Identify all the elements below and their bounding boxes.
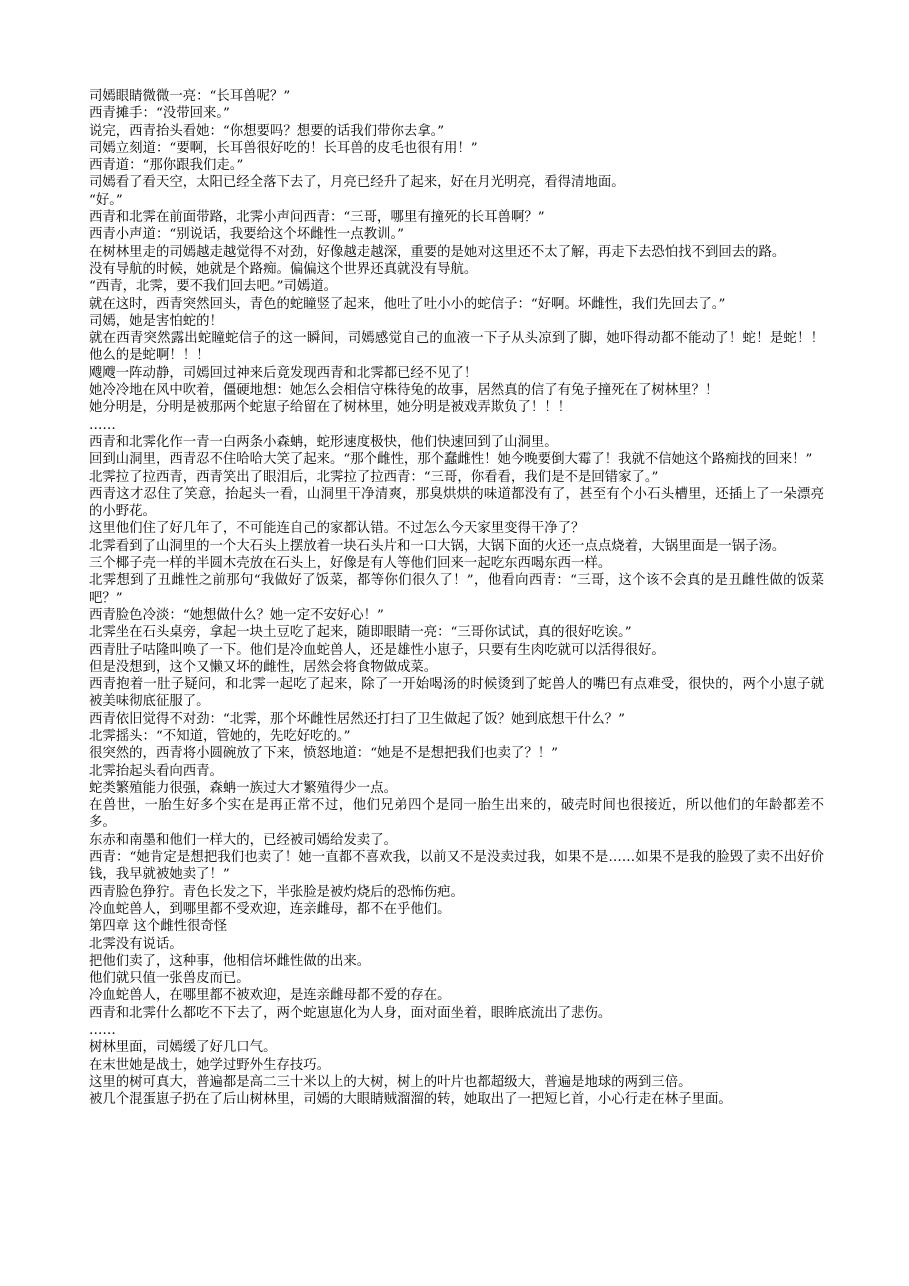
- paragraph: 东赤和南墨和他们一样大的，已经被司嫣给发卖了。: [89, 832, 397, 848]
- paragraph: 在兽世，一胎生好多个实在是再正常不过，他们兄弟四个是同一胎生出来的，破壳时间也很接近，所以他们的年龄都差不多。: [89, 798, 824, 831]
- paragraph: 冷血蛇兽人，到哪里都不受欢迎，连亲雌母，都不在乎他们。: [89, 901, 451, 917]
- ellipsis-separator: ……: [89, 1023, 116, 1039]
- paragraph: 就在西青突然露出蛇瞳蛇信子的这一瞬间，司嫣感觉自己的血液一下子从头凉到了脚，她吓得动都不能动了！蛇！是蛇！！他么的是蛇啊！！！: [89, 331, 824, 364]
- paragraph: 西青和北霁在前面带路，北霁小声问西青：“三哥，哪里有撞死的长耳兽啊？”: [89, 210, 545, 226]
- paragraph: 很突然的，西青将小圆碗放了下来，愤怒地道：“她是不是想把我们也卖了？！”: [89, 746, 558, 762]
- paragraph: 西青脸色狰狞。青色长发之下，半张脸是被灼烧后的恐怖伤疤。: [89, 884, 464, 900]
- document-page: [89, 88, 824, 1109]
- paragraph: 西青：“她肯定是想把我们也卖了！她一直都不喜欢我，以前又不是没卖过我，如果不是……如果不是我的脸毁了卖不出好价钱，我早就被她卖了！”: [89, 850, 824, 883]
- paragraph: 这里他们住了好几年了，不可能连自己的家都认错。不过怎么今天家里变得干净了？: [89, 521, 585, 537]
- paragraph: 她分明是，分明是被那两个蛇崽子给留在了树林里，她分明是被戏弄欺负了！！！: [89, 400, 572, 416]
- paragraph: 回到山洞里，西青忍不住哈哈大笑了起来。“那个雌性，那个蠢雌性！她今晚要倒大霉了！我就不信她这个路痴找的回来！”: [89, 452, 813, 468]
- paragraph: 蛇类繁殖能力很强，森蚺一族过大才繁殖得少一点。: [89, 780, 397, 796]
- ellipsis-separator: ……: [89, 417, 116, 433]
- paragraph: 西青和北霁化作一青一白两条小森蚺，蛇形速度极快，他们快速回到了山洞里。: [89, 434, 558, 450]
- paragraph: 北霁坐在石头桌旁，拿起一块土豆吃了起来，随即眼睛一亮：“三哥你试试，真的很好吃诶。”: [89, 625, 632, 641]
- paragraph: 西青依旧觉得不对劲：“北霁，那个坏雌性居然还打扫了卫生做起了饭？她到底想干什么？”: [89, 711, 625, 727]
- paragraph: 他们就只值一张兽皮而已。: [89, 971, 250, 987]
- paragraph: 在树林里走的司嫣越走越觉得不对劲，好像越走越深，重要的是她对这里还不太了解，再走下去恐怕找不到回去的路。: [89, 244, 786, 260]
- paragraph: 在末世她是战士，她学过野外生存技巧。: [89, 1057, 331, 1073]
- paragraph: 树林里面，司嫣缓了好几口气。: [89, 1040, 277, 1056]
- paragraph: 冷血蛇兽人，在哪里都不被欢迎，是连亲雌母都不爱的存在。: [89, 988, 451, 1004]
- paragraph: 北霁没有说话。: [89, 936, 183, 952]
- paragraph: 没有导航的时候，她就是个路痴。偏偏这个世界还真就没有导航。: [89, 261, 478, 277]
- paragraph: 就在这时，西青突然回头，青色的蛇瞳竖了起来，他吐了吐小小的蛇信子：“好啊。坏雌性，我们先回去了。”: [89, 296, 726, 312]
- paragraph: 西青这才忍住了笑意，抬起头一看，山洞里干净清爽，那臭烘烘的味道都没有了，甚至有个小石头槽里，还插上了一朵漂亮的小野花。: [89, 486, 824, 520]
- paragraph: “西青，北霁，要不我们回去吧。”司嫣道。: [89, 279, 338, 295]
- paragraph: 北霁拉了拉西青，西青笑出了眼泪后，北霁拉了拉西青：“三哥，你看看，我们是不是回错家了。”: [89, 469, 659, 485]
- paragraph: 她冷冷地在风中吹着，僵硬地想：她怎么会相信守株待兔的故事，居然真的信了有兔子撞死在了树林里？！: [89, 383, 719, 399]
- paragraph: 北霁摇头：“不知道，管她的，先吃好吃的。”: [89, 728, 351, 744]
- paragraph: 司嫣看了看天空，太阳已经全落下去了，月亮已经升了起来，好在月光明亮，看得清地面。: [89, 175, 625, 191]
- paragraph: 西青肚子咕隆叫唤了一下。他们是冷血蛇兽人，还是雄性小崽子，只要有生肉吃就可以活得很好。: [89, 642, 665, 658]
- paragraph: 西青脸色冷淡：“她想做什么？她一定不安好心！”: [89, 607, 384, 623]
- paragraph: 司嫣立刻道：“要啊，长耳兽很好吃的！长耳兽的皮毛也很有用！”: [89, 140, 478, 156]
- chapter-heading: 第四章 这个雌性很奇怪: [89, 919, 228, 935]
- paragraph: 把他们卖了，这种事，他相信坏雌性做的出来。: [89, 953, 371, 969]
- paragraph: 说完，西青抬头看她：“你想要吗？想要的话我们带你去拿。”: [89, 123, 445, 139]
- paragraph: 北霁看到了山洞里的一个大石头上摆放着一块石头片和一口大锅，大锅下面的火还一点点烧着，大锅里面是一锅子汤。: [89, 538, 786, 554]
- paragraph: 西青摊手：“没带回来。”: [89, 106, 230, 122]
- paragraph: “好。”: [89, 192, 123, 208]
- paragraph: 但是没想到，这个又懒又坏的雌性，居然会将食物做成菜。: [89, 659, 438, 675]
- paragraph: 飕飕一阵动静，司嫣回过神来后竟发现西青和北霁都已经不见了！: [89, 365, 478, 381]
- paragraph: 北霁想到了丑雌性之前那句“我做好了饭菜，都等你们很久了！”，他看向西青：“三哥，这个该不会真的是丑雌性做的饭菜吧？”: [89, 573, 824, 606]
- paragraph: 西青道：“那你跟我们走。”: [89, 158, 244, 174]
- paragraph: 司嫣眼睛微微一亮：“长耳兽呢？”: [89, 89, 291, 104]
- paragraph: 西青小声道：“别说话，我要给这个坏雌性一点教训。”: [89, 227, 404, 243]
- paragraph: 这里的树可真大，普遍都是高二三十米以上的大树，树上的叶片也都超级大，普遍是地球的两到三倍。: [89, 1074, 692, 1090]
- paragraph: 被几个混蛋崽子扔在了后山树林里，司嫣的大眼睛贼溜溜的转，她取出了一把短匕首，小心行走在林子里面。: [89, 1092, 732, 1108]
- paragraph: 北霁抬起头看向西青。: [89, 763, 223, 779]
- paragraph: 西青抱着一肚子疑问，和北霁一起吃了起来，除了一开始喝汤的时候烫到了蛇兽人的嘴巴有点难受，很快的，两个小崽子就被美味彻底征服了。: [89, 677, 824, 710]
- paragraph: 西青和北霁什么都吃不下去了，两个蛇崽崽化为人身，面对面坐着，眼眸底流出了悲伤。: [89, 1005, 612, 1021]
- paragraph: 司嫣，她是害怕蛇的！: [89, 313, 223, 329]
- paragraph: 三个椰子壳一样的半圆木壳放在石头上，好像是有人等他们回来一起吃东西喝东西一样。: [89, 556, 612, 572]
